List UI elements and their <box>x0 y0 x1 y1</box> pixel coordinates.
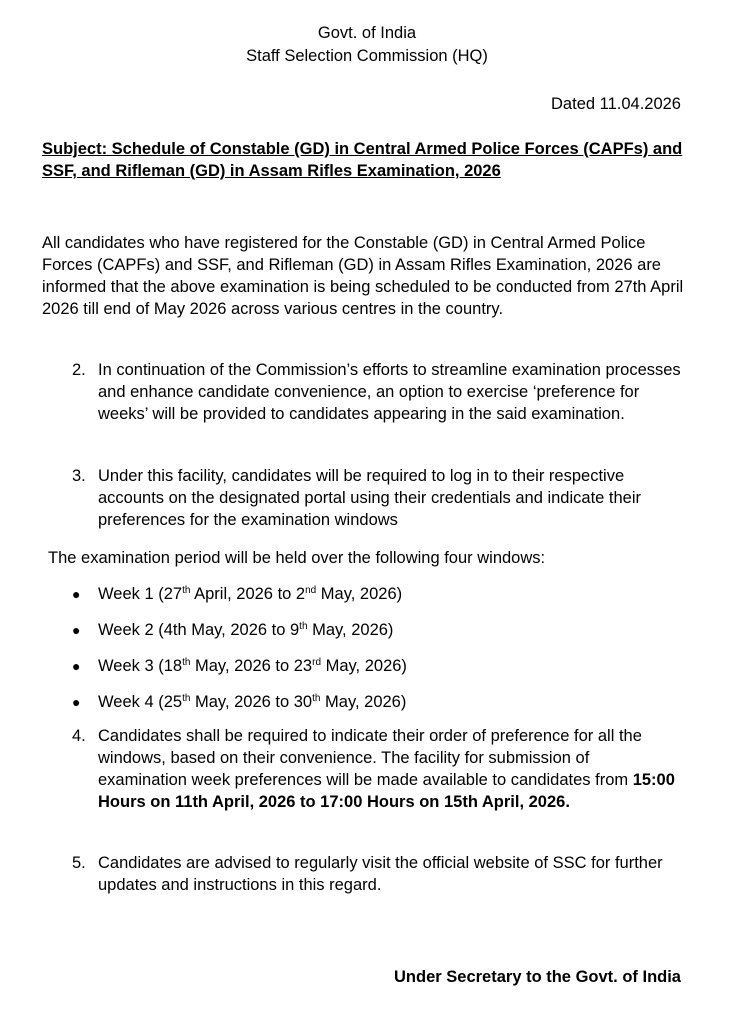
header-line-commission: Staff Selection Commission (HQ) <box>246 47 488 65</box>
item-number: 2. <box>72 361 86 379</box>
week-item-3 <box>72 655 407 677</box>
item-text: Candidates shall be required to indicate their order of preference for all the windows, based on their convenience. The facility for submission of examination week preferences will be made available to candidates from 15:00 Hours on 11th April, 2026 to 17:00 Hours on 15th April, 2026. <box>98 727 675 811</box>
item-text: Under this facility, candidates will be required to log in to their respective accounts on the designated portal using their credentials and indicate their preferences for the examination windows <box>98 467 642 529</box>
windows-intro: The examination period will be held over the following four windows: <box>48 549 546 567</box>
date-line: Dated 11.04.2026 <box>551 95 681 113</box>
bullet-icon: ● <box>72 658 81 674</box>
numbered-item-2 <box>72 359 682 425</box>
item-number: 5. <box>72 854 86 872</box>
week-text: Week 2 (4th May, 2026 to 9th May, 2026) <box>98 621 394 639</box>
numbered-item-5 <box>72 852 682 896</box>
signature-designation: Under Secretary to the Govt. of India <box>394 968 681 986</box>
item-text: Candidates are advised to regularly visit the official website of SSC for further updates and instructions in this regard. <box>98 854 663 894</box>
numbered-item-3 <box>72 465 682 531</box>
bullet-icon: ● <box>72 586 81 602</box>
item-number: 4. <box>72 727 86 745</box>
bullet-icon: ● <box>72 622 81 638</box>
week-text: Week 4 (25th May, 2026 to 30th May, 2026) <box>98 693 407 711</box>
subject-line: Subject: Schedule of Constable (GD) in Central Armed Police Forces (CAPFs) and SSF, and Rifleman (GD) in Assam Rifles Examination, 2026 <box>42 140 683 180</box>
item-number: 3. <box>72 467 86 485</box>
week-text: Week 1 (27th April, 2026 to 2nd May, 2026) <box>98 585 403 603</box>
letter-header <box>0 22 734 68</box>
submission-window-dates: 15:00 Hours on 11th April, 2026 to 17:00 Hours on 15th April, 2026. <box>98 771 675 811</box>
header-line-govt: Govt. of India <box>317 24 417 42</box>
week-item-1 <box>72 583 402 605</box>
numbered-item-4 <box>72 725 682 813</box>
week-item-2 <box>72 619 393 641</box>
item-text: In continuation of the Commission’s efforts to streamline examination processes and enhance candidate convenience, an option to exercise ‘preference for weeks’ will be provided to candidates appearing in the said examination. <box>98 361 681 423</box>
bullet-icon: ● <box>72 694 81 710</box>
intro-paragraph: All candidates who have registered for the Constable (GD) in Central Armed Police Forces (CAPFs) and SSF, and Rifleman (GD) in Assam Rifles Examination, 2026 are informed that the above examination is being scheduled to be conducted from 27th April 2026 till end of May 2026 across various centres in the country. <box>42 234 684 318</box>
week-text: Week 3 (18th May, 2026 to 23rd May, 2026) <box>98 657 407 675</box>
week-item-4 <box>72 691 406 713</box>
